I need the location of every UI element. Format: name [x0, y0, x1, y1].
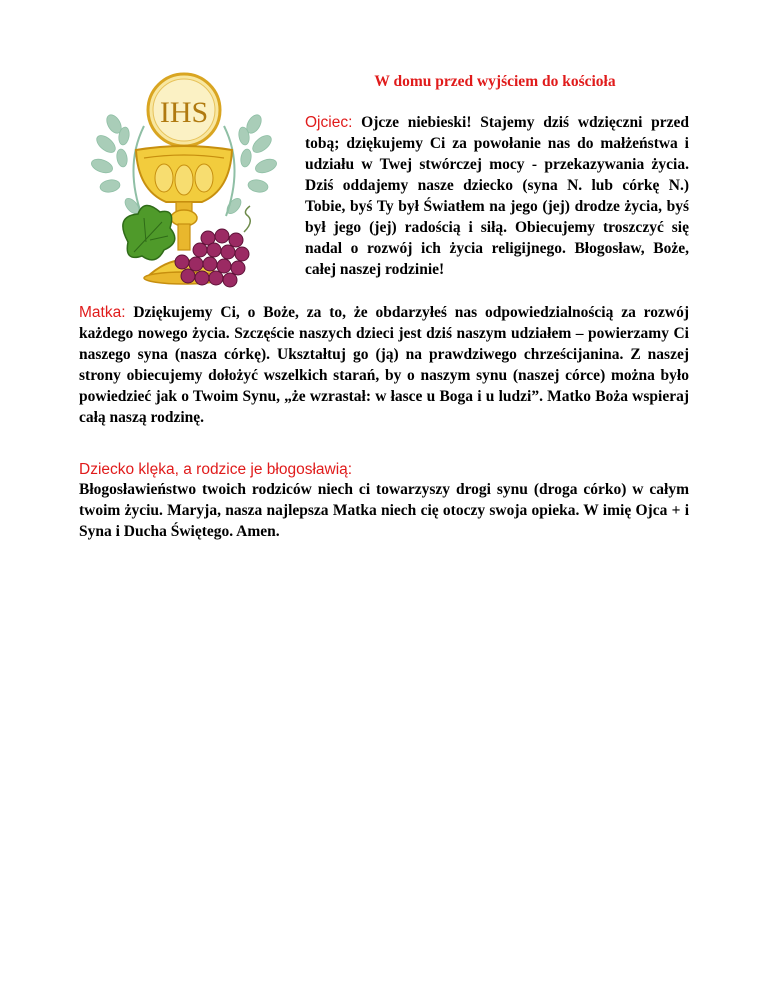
blessing-heading: Dziecko klęka, a rodzice je błogosławią:: [79, 461, 353, 478]
grape-leaf-icon: [123, 205, 175, 259]
father-speaker-label: Ojciec:: [305, 114, 353, 131]
father-prayer-paragraph: [305, 112, 689, 280]
blessing-paragraph: Błogosławieństwo twoich rodziców niech ci towarzyszy drogi synu (droga córko) w całym twoim życiu. Maryja, nasza najlepsza Matka niech cię otoczy swoja opieka. W imię Ojca + i Syna i Ducha Świętego. Amen.: [79, 481, 689, 540]
host-emblem-text: IHS: [159, 96, 209, 129]
page-title: W domu przed wyjściem do kościoła: [374, 73, 616, 90]
mother-prayer-paragraph: [79, 302, 689, 428]
chalice-with-host-grapes-and-wheat-icon: [84, 66, 284, 292]
mother-speaker-label: Matka:: [79, 304, 126, 321]
mother-prayer-text: Dziękujemy Ci, o Boże, za to, że obdarzyłeś nas odpowiedzialnością za rozwój każdego nowego życia. Szczęście naszych dzieci jest dziś naszym udziałem – powierzamy Ci naszego syna (nasza córkę). Ukształtuj go (ją) na prawdziwego chrześcijanina. Z naszej strony obiecujemy dołożyć wszelkich starań, by o naszym synu (naszej córce) można było powiedzieć jak o Twoim Synu, „że wzrastał: w łasce u Boga i u ludzi”. Matko Boża wspieraj całą naszą rodzinę.: [79, 304, 689, 426]
father-prayer-text: Ojcze niebieski! Stajemy dziś wdzięczni przed tobą; dziękujemy Ci za powołanie nas do małżeństwa i udziału w Twej stwórczej mocy - przekazywania życia. Dziś oddajemy nasze dziecko (syna N. lub córkę N.) Tobie, byś Ty był Światłem na jego (jej) drodze życia, byś był jego (jej) radością i siłą. Obiecujemy troszczyć się nadal o rozwój ich życia religijnego. Błogosław, Boże, całej naszej rodzinie!: [305, 114, 690, 278]
